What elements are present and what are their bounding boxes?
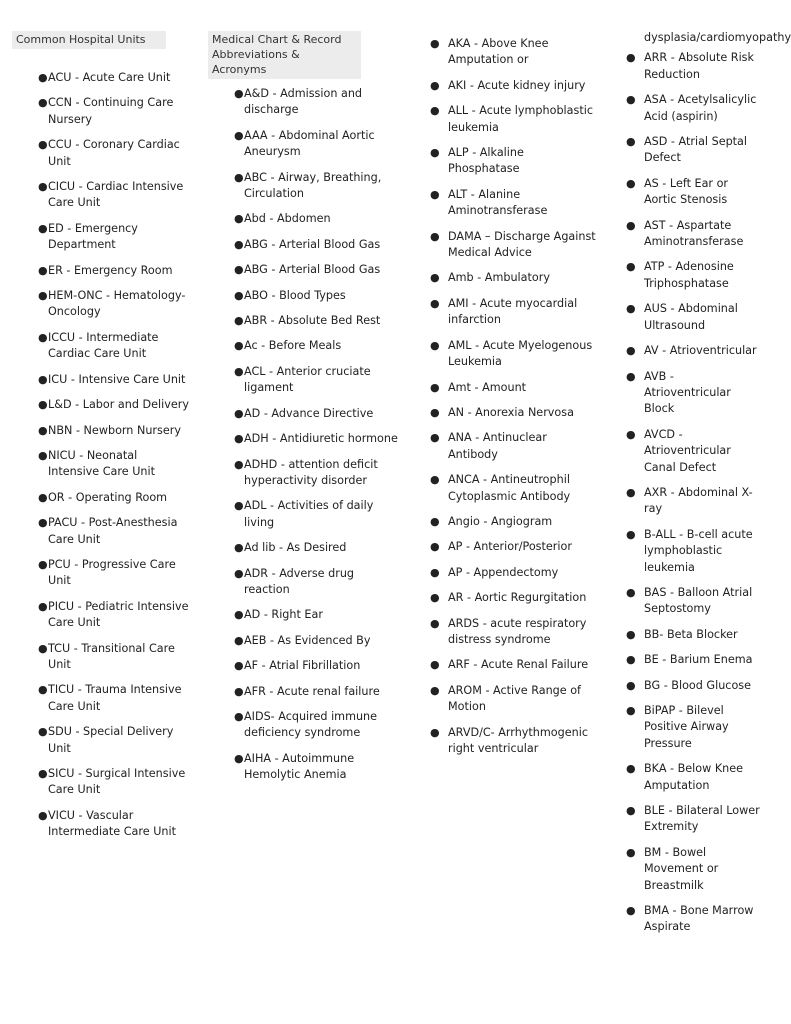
bullet-icon: ● bbox=[430, 104, 440, 118]
list-item bbox=[404, 380, 600, 396]
bullet-icon: ● bbox=[626, 369, 636, 383]
list-item-text: ARVD/C- Arrhythmogenic right ventricular bbox=[448, 725, 588, 755]
list-item bbox=[208, 658, 404, 674]
list-item-text: AVCD - Atrioventricular Canal Defect bbox=[644, 427, 731, 474]
bullet-icon: ● bbox=[38, 180, 48, 194]
list-item-text: Amb - Ambulatory bbox=[448, 271, 550, 285]
bullet-icon: ● bbox=[234, 659, 244, 673]
bullet-icon: ● bbox=[38, 808, 48, 822]
list-item bbox=[404, 187, 600, 220]
list-item-text: AUS - Abdominal Ultrasound bbox=[644, 302, 738, 332]
bullet-icon: ● bbox=[38, 423, 48, 437]
list-item bbox=[404, 539, 600, 555]
bullet-icon: ● bbox=[234, 633, 244, 647]
bullet-icon: ● bbox=[234, 87, 244, 100]
bullet-icon: ● bbox=[234, 263, 244, 277]
list-item-text: ATP - Adenosine Triphosphatase bbox=[644, 260, 734, 290]
list-item-text: AP - Anterior/Posterior bbox=[448, 540, 572, 554]
list-item bbox=[208, 364, 404, 397]
list-item-text: NBN - Newborn Nursery bbox=[48, 423, 181, 437]
list-item bbox=[12, 557, 194, 590]
list-item bbox=[600, 903, 768, 936]
list-item bbox=[12, 423, 194, 439]
bullet-icon: ● bbox=[234, 406, 244, 420]
bullet-icon: ● bbox=[38, 516, 48, 530]
list-item bbox=[600, 585, 768, 618]
list-item-text: ADL - Activities of daily living bbox=[244, 499, 374, 529]
list-item-text: AD - Advance Directive bbox=[244, 406, 374, 420]
bullet-icon: ● bbox=[234, 566, 244, 580]
list-item bbox=[12, 515, 194, 548]
bullet-icon: ● bbox=[234, 364, 244, 378]
list-item bbox=[208, 128, 404, 161]
list-item-text: AV - Atrioventricular bbox=[644, 344, 757, 358]
list-item bbox=[600, 652, 768, 668]
list-item bbox=[208, 457, 404, 490]
list-item-text: CCU - Coronary Cardiac Unit bbox=[48, 138, 180, 168]
list-item bbox=[12, 808, 194, 841]
bullet-icon: ● bbox=[626, 585, 636, 599]
list-item bbox=[12, 397, 194, 413]
list-item bbox=[12, 70, 194, 86]
list-item-text: ADHD - attention deficit hyperactivity disorder bbox=[244, 457, 378, 487]
list-item bbox=[12, 372, 194, 388]
bullet-icon: ● bbox=[38, 372, 48, 386]
list-item-text: ASD - Atrial Septal Defect bbox=[644, 135, 748, 165]
bullet-icon: ● bbox=[234, 499, 244, 513]
list-item bbox=[208, 170, 404, 203]
list-item bbox=[404, 565, 600, 581]
list-item bbox=[600, 803, 768, 836]
list-item bbox=[600, 427, 768, 476]
bullet-icon: ● bbox=[430, 591, 440, 605]
list-item-text: ACU - Acute Care Unit bbox=[48, 71, 171, 84]
list-item-text: AD - Right Ear bbox=[244, 608, 323, 622]
bullet-icon: ● bbox=[430, 565, 440, 579]
bullet-icon: ● bbox=[430, 296, 440, 310]
bullet-icon: ● bbox=[234, 709, 244, 723]
list-item bbox=[12, 330, 194, 363]
list-item bbox=[404, 338, 600, 371]
list-item-text: ANA - Antinuclear Antibody bbox=[448, 431, 547, 461]
bullet-icon: ● bbox=[626, 176, 636, 190]
list-item bbox=[12, 263, 194, 279]
bullet-icon: ● bbox=[38, 490, 48, 504]
list-item-text: DAMA – Discharge Against Medical Advice bbox=[448, 229, 596, 260]
bullet-icon: ● bbox=[626, 904, 636, 918]
bullet-icon: ● bbox=[430, 473, 440, 487]
bullet-icon: ● bbox=[626, 344, 636, 358]
list-item-text: ACL - Anterior cruciate ligament bbox=[244, 364, 371, 395]
bullet-icon: ● bbox=[38, 398, 48, 412]
list-item-text: AXR - Abdominal X-ray bbox=[644, 485, 753, 516]
list-item bbox=[208, 540, 404, 556]
list-item-text: ANCA - Antineutrophil Cytoplasmic Antibody bbox=[448, 473, 571, 503]
list-item-text: ABR - Absolute Bed Rest bbox=[244, 314, 381, 328]
bullet-icon: ● bbox=[626, 427, 636, 441]
list-item-text: BMA - Bone Marrow Aspirate bbox=[644, 904, 754, 934]
list-item bbox=[600, 527, 768, 576]
bullet-icon: ● bbox=[626, 218, 636, 232]
bullet-icon: ● bbox=[38, 557, 48, 571]
list-item-text: PICU - Pediatric Intensive Care Unit bbox=[48, 599, 189, 630]
list-item-text: ABO - Blood Types bbox=[244, 288, 346, 302]
bullet-icon: ● bbox=[38, 767, 48, 780]
list-item bbox=[600, 627, 768, 643]
list-item-text: Ad lib - As Desired bbox=[244, 541, 347, 555]
bullet-icon: ● bbox=[234, 541, 244, 555]
list-item bbox=[600, 369, 768, 418]
bullet-icon: ● bbox=[234, 751, 244, 765]
bullet-icon: ● bbox=[626, 51, 636, 65]
list-item-text: ARR - Absolute Risk Reduction bbox=[644, 51, 754, 81]
list-item bbox=[12, 641, 194, 674]
list-item bbox=[600, 218, 768, 251]
list-item bbox=[208, 86, 404, 119]
list-item-text: CICU - Cardiac Intensive Care Unit bbox=[48, 180, 184, 210]
bullet-icon: ● bbox=[626, 135, 636, 149]
bullet-icon: ● bbox=[38, 330, 48, 344]
bullet-icon: ● bbox=[626, 93, 636, 107]
bullet-icon: ● bbox=[234, 128, 244, 142]
list-item bbox=[12, 599, 194, 632]
bullet-icon: ● bbox=[430, 146, 440, 160]
list-item-text: AEB - As Evidenced By bbox=[244, 633, 371, 647]
list-item bbox=[404, 405, 600, 421]
list-item-text: VICU - Vascular Intermediate Care Unit bbox=[48, 808, 176, 839]
bullet-icon: ● bbox=[38, 725, 48, 739]
list-item-text: ARDS - acute respiratory distress syndrome bbox=[448, 616, 587, 646]
list-item-text: AIHA - Autoimmune Hemolytic Anemia bbox=[244, 751, 355, 782]
bullet-icon: ● bbox=[626, 762, 636, 776]
list-item bbox=[208, 262, 404, 278]
bullet-icon: ● bbox=[234, 237, 244, 251]
hospital-units-list bbox=[12, 70, 194, 850]
list-item-text: NICU - Neonatal Intensive Care Unit bbox=[48, 448, 155, 479]
list-item-text: SICU - Surgical Intensive Care Unit bbox=[48, 767, 186, 797]
list-item-text: AFR - Acute renal failure bbox=[244, 684, 380, 698]
list-item bbox=[12, 724, 194, 757]
list-item bbox=[404, 590, 600, 606]
list-item-continuation: dysplasia/cardiomyopathy bbox=[644, 31, 791, 44]
list-item-text: AMI - Acute myocardial infarction bbox=[448, 296, 578, 327]
bullet-icon: ● bbox=[430, 78, 440, 92]
list-item bbox=[600, 259, 768, 292]
list-item-text: ASA - Acetylsalicylic Acid (aspirin) bbox=[644, 93, 757, 123]
list-item bbox=[600, 703, 768, 752]
bullet-icon: ● bbox=[626, 804, 636, 818]
list-item bbox=[208, 288, 404, 304]
bullet-icon: ● bbox=[626, 845, 636, 859]
bullet-icon: ● bbox=[430, 540, 440, 554]
list-item-text: BM - Bowel Movement or Breastmilk bbox=[644, 845, 719, 892]
list-item-text: ALL - Acute lymphoblastic leukemia bbox=[448, 104, 593, 134]
list-item-text: ALT - Alanine Aminotransferase bbox=[448, 187, 548, 218]
list-item bbox=[12, 95, 194, 128]
list-item bbox=[600, 678, 768, 694]
list-item-text: BB- Beta Blocker bbox=[644, 627, 738, 641]
list-item bbox=[208, 237, 404, 253]
list-item bbox=[404, 229, 600, 262]
bullet-icon: ● bbox=[626, 527, 636, 541]
list-item bbox=[12, 288, 194, 321]
list-item bbox=[404, 683, 600, 716]
list-item bbox=[404, 430, 600, 463]
list-item bbox=[600, 92, 768, 125]
list-item-text: AAA - Abdominal Aortic Aneurysm bbox=[244, 128, 375, 159]
list-item-text: AST - Aspartate Aminotransferase bbox=[644, 218, 744, 249]
list-item bbox=[404, 616, 600, 649]
list-item bbox=[404, 725, 600, 758]
list-item-text: SDU - Special Delivery Unit bbox=[48, 725, 174, 755]
bullet-icon: ● bbox=[234, 608, 244, 622]
section-heading-abbreviations: Medical Chart & Record Abbreviations & Acronyms bbox=[208, 31, 361, 79]
list-item bbox=[12, 448, 194, 481]
list-item-text: PACU - Post-Anesthesia Care Unit bbox=[48, 516, 178, 546]
list-item-text: ARF - Acute Renal Failure bbox=[448, 658, 589, 672]
list-item-text: BE - Barium Enema bbox=[644, 653, 753, 667]
bullet-icon: ● bbox=[430, 658, 440, 672]
list-item-text: ABG - Arterial Blood Gas bbox=[244, 263, 381, 277]
bullet-icon: ● bbox=[626, 485, 636, 499]
bullet-icon: ● bbox=[234, 684, 244, 698]
bullet-icon: ● bbox=[430, 616, 440, 630]
bullet-icon: ● bbox=[430, 725, 440, 739]
list-item-text: AP - Appendectomy bbox=[448, 565, 559, 579]
bullet-icon: ● bbox=[430, 431, 440, 445]
list-item-text: AKI - Acute kidney injury bbox=[448, 78, 586, 92]
bullet-icon: ● bbox=[38, 289, 48, 303]
list-item-text: CCN - Continuing Care Nursery bbox=[48, 96, 174, 126]
bullet-icon: ● bbox=[38, 71, 48, 84]
list-item bbox=[208, 431, 404, 447]
list-item-text: AS - Left Ear or Aortic Stenosis bbox=[644, 176, 729, 207]
list-item-text: AF - Atrial Fibrillation bbox=[244, 659, 361, 673]
list-item bbox=[208, 313, 404, 329]
list-item-text: ER - Emergency Room bbox=[48, 263, 173, 277]
list-item-text: B-ALL - B-cell acute lymphoblastic leukemia bbox=[644, 527, 753, 574]
list-item-text: ICCU - Intermediate Cardiac Care Unit bbox=[48, 330, 159, 361]
list-item-text: TCU - Transitional Care Unit bbox=[48, 641, 175, 671]
list-item-text: TICU - Trauma Intensive Care Unit bbox=[48, 683, 182, 713]
list-item-text: AKA - Above Knee Amputation or bbox=[448, 37, 549, 67]
list-item bbox=[12, 137, 194, 170]
list-item-text: ABG - Arterial Blood Gas bbox=[244, 237, 381, 251]
bullet-icon: ● bbox=[626, 678, 636, 692]
list-item bbox=[208, 566, 404, 599]
list-item bbox=[404, 145, 600, 178]
list-item-text: BG - Blood Glucose bbox=[644, 678, 752, 692]
bullet-icon: ● bbox=[430, 683, 440, 697]
bullet-icon: ● bbox=[38, 221, 48, 235]
bullet-icon: ● bbox=[430, 405, 440, 419]
abbreviations-list-2 bbox=[404, 36, 600, 766]
bullet-icon: ● bbox=[38, 641, 48, 655]
list-item bbox=[12, 221, 194, 254]
bullet-icon: ● bbox=[234, 212, 244, 226]
list-item bbox=[208, 633, 404, 649]
list-item-text: ADR - Adverse drug reaction bbox=[244, 566, 355, 596]
bullet-icon: ● bbox=[234, 457, 244, 471]
bullet-icon: ● bbox=[626, 704, 636, 717]
list-item bbox=[600, 176, 768, 209]
bullet-icon: ● bbox=[38, 263, 48, 277]
list-item bbox=[404, 78, 600, 94]
list-item bbox=[600, 343, 768, 359]
list-item-text: ALP - Alkaline Phosphatase bbox=[448, 146, 524, 176]
list-item-text: HEM-ONC - Hematology-Oncology bbox=[48, 289, 186, 319]
bullet-icon: ● bbox=[234, 432, 244, 446]
section-heading-hospital-units: Common Hospital Units bbox=[12, 31, 166, 49]
list-item bbox=[404, 514, 600, 530]
bullet-icon: ● bbox=[430, 514, 440, 528]
bullet-icon: ● bbox=[38, 599, 48, 613]
bullet-icon: ● bbox=[38, 96, 48, 110]
list-item-text: AN - Anorexia Nervosa bbox=[448, 405, 574, 419]
list-item-text: BKA - Below Knee Amputation bbox=[644, 762, 744, 792]
list-item-text: L&D - Labor and Delivery bbox=[48, 398, 189, 412]
list-item bbox=[600, 301, 768, 334]
bullet-icon: ● bbox=[430, 37, 440, 50]
list-item-text: BLE - Bilateral Lower Extremity bbox=[644, 804, 760, 834]
list-item bbox=[12, 179, 194, 212]
list-item bbox=[600, 845, 768, 894]
list-item-text: PCU - Progressive Care Unit bbox=[48, 557, 176, 588]
list-item-text: Ac - Before Meals bbox=[244, 339, 342, 353]
list-item-text: ABC - Airway, Breathing, Circulation bbox=[244, 170, 382, 201]
abbreviations-list-1 bbox=[208, 86, 404, 793]
list-item-text: BAS - Balloon Atrial Septostomy bbox=[644, 585, 753, 616]
list-item-text: ICU - Intensive Care Unit bbox=[48, 372, 186, 386]
list-item bbox=[404, 296, 600, 329]
list-item-text: AVB - Atrioventricular Block bbox=[644, 369, 731, 416]
list-item bbox=[404, 657, 600, 673]
bullet-icon: ● bbox=[38, 683, 48, 697]
list-item bbox=[600, 761, 768, 794]
list-item bbox=[208, 684, 404, 700]
list-item bbox=[600, 134, 768, 167]
bullet-icon: ● bbox=[234, 339, 244, 353]
list-item bbox=[600, 485, 768, 518]
list-item-text: A&D - Admission and discharge bbox=[244, 87, 363, 117]
list-item bbox=[208, 406, 404, 422]
list-item bbox=[208, 338, 404, 354]
list-item-text: AML - Acute Myelogenous Leukemia bbox=[448, 338, 593, 369]
list-item bbox=[208, 498, 404, 531]
list-item bbox=[208, 607, 404, 623]
abbreviations-list-3 bbox=[600, 30, 791, 945]
bullet-icon: ● bbox=[234, 288, 244, 302]
list-item-text: AROM - Active Range of Motion bbox=[448, 683, 581, 714]
list-item bbox=[404, 36, 600, 69]
bullet-icon: ● bbox=[626, 653, 636, 667]
bullet-icon: ● bbox=[234, 170, 244, 184]
list-item bbox=[12, 682, 194, 715]
list-item-text: Angio - Angiogram bbox=[448, 514, 553, 528]
bullet-icon: ● bbox=[626, 627, 636, 641]
list-item bbox=[208, 211, 404, 227]
bullet-icon: ● bbox=[430, 271, 440, 285]
list-item-text: OR - Operating Room bbox=[48, 490, 168, 504]
list-item bbox=[208, 709, 404, 742]
bullet-icon: ● bbox=[38, 138, 48, 152]
list-item bbox=[208, 751, 404, 784]
bullet-icon: ● bbox=[626, 260, 636, 274]
list-item-text: Amt - Amount bbox=[448, 380, 527, 394]
list-item-text: AR - Aortic Regurgitation bbox=[448, 591, 587, 605]
list-item-text: AIDS- Acquired immune deficiency syndrome bbox=[244, 709, 378, 740]
list-item-text: ADH - Antidiuretic hormone bbox=[244, 432, 398, 446]
list-item bbox=[404, 472, 600, 505]
bullet-icon: ● bbox=[234, 314, 244, 328]
list-item-text: BiPAP - Bilevel Positive Airway Pressure bbox=[644, 704, 729, 750]
list-item bbox=[404, 103, 600, 136]
bullet-icon: ● bbox=[430, 380, 440, 394]
bullet-icon: ● bbox=[430, 187, 440, 201]
bullet-icon: ● bbox=[626, 302, 636, 316]
bullet-icon: ● bbox=[430, 229, 440, 243]
bullet-icon: ● bbox=[430, 338, 440, 352]
list-item bbox=[12, 490, 194, 506]
list-item bbox=[600, 50, 768, 83]
bullet-icon: ● bbox=[38, 448, 48, 462]
list-item bbox=[12, 766, 194, 799]
list-item-text: ED - Emergency Department bbox=[48, 221, 138, 252]
list-item-text: Abd - Abdomen bbox=[244, 212, 331, 226]
list-item bbox=[404, 270, 600, 286]
